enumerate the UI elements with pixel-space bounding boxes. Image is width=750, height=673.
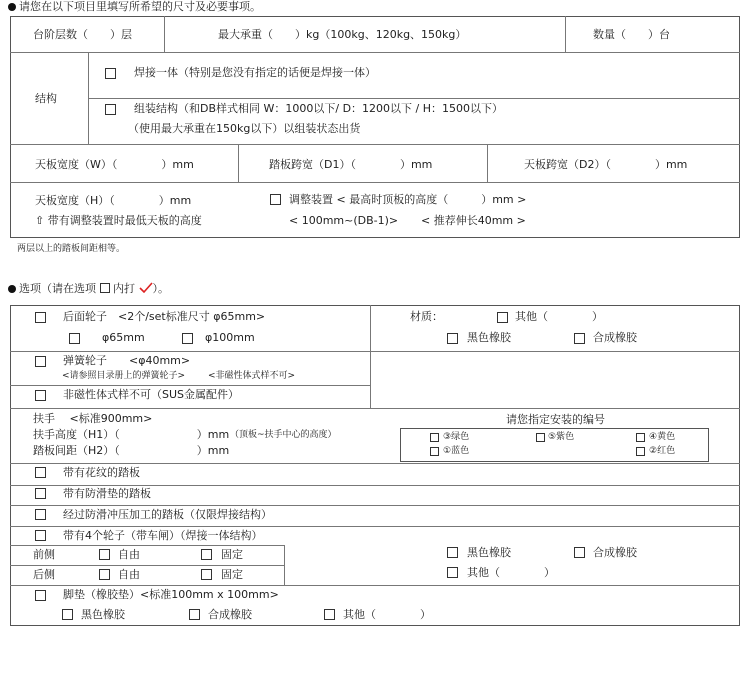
feet-black-rubber-label: 黑色橡胶 (81, 608, 125, 621)
section2-heading: 选项（请在选项 内打 ）。 (8, 282, 169, 295)
adjuster-note-2: < 推荐伸长40mm > (421, 214, 526, 227)
handrail-height-note: （顶板~扶手中心的高度） (230, 430, 337, 440)
spring-wheel-note-2: <非磁性体式样不可> (208, 371, 296, 381)
color-red-label: ②红色 (649, 446, 676, 456)
color-red-checkbox[interactable] (636, 447, 645, 456)
fw-other-checkbox[interactable] (447, 567, 458, 578)
assembled-option: 组装结构（和DB样式相同 W：1000以下/ D：1200以下 / H：1500以下） (134, 102, 504, 115)
step-pitch-field[interactable]: 踏板间距（H2）（ ）mm (33, 444, 230, 457)
front-free-checkbox[interactable] (99, 549, 110, 560)
structure-label: 结构 (35, 92, 57, 105)
pattern-step-checkbox[interactable] (35, 467, 46, 478)
material-label: 材质： (410, 310, 443, 323)
phi100-option: φ100mm (205, 331, 255, 344)
wheel-synth-rubber-option: 合成橡胶 (593, 331, 637, 344)
feet-synth-rubber-checkbox[interactable] (189, 609, 200, 620)
front-free-label: 自由 (118, 548, 140, 561)
nonmagnetic-label: 非磁性体式样不可（SUS金属配件） (63, 388, 240, 401)
wheel-black-rubber-option: 黑色橡胶 (467, 331, 511, 344)
max-load-field[interactable]: 最大承重（ ）kg（100kg、120kg、150kg） (218, 28, 467, 41)
color-green-checkbox[interactable] (430, 433, 439, 442)
spring-wheel-checkbox[interactable] (35, 356, 46, 367)
pattern-step-label: 带有花纹的踏板 (63, 466, 140, 479)
wheel-other-field[interactable]: 其他（ ） (515, 310, 603, 323)
fw-black-rubber-checkbox[interactable] (447, 547, 458, 558)
wheel-other-checkbox[interactable] (497, 312, 508, 323)
assembled-checkbox[interactable] (105, 104, 116, 115)
phi65-checkbox[interactable] (69, 333, 80, 344)
spring-wheel-label: 弹簧轮子 <φ40mm> (63, 354, 191, 367)
fw-black-rubber-label: 黑色橡胶 (467, 546, 511, 559)
fw-synth-rubber-checkbox[interactable] (574, 547, 585, 558)
antislip-step-checkbox[interactable] (35, 488, 46, 499)
handrail-label: 扶手 <标准900mm> (33, 412, 153, 425)
wheel-black-rubber-checkbox[interactable] (447, 333, 458, 344)
feet-synth-rubber-label: 合成橡胶 (208, 608, 252, 621)
antislip-step-label: 带有防滑垫的踏板 (63, 487, 151, 500)
rear-wheel-label: 后面轮子 <2个/set标准尺寸 φ65mm> (63, 310, 266, 323)
feet-other-field[interactable]: 其他（ ） (343, 608, 431, 621)
feet-black-rubber-checkbox[interactable] (62, 609, 73, 620)
phi65-option: φ65mm (102, 331, 145, 344)
fw-synth-rubber-label: 合成橡胶 (593, 546, 637, 559)
welded-option: 焊接一体（特别是您没有指定的话便是焊接一体） (134, 66, 376, 79)
phi100-checkbox[interactable] (182, 333, 193, 344)
quantity-field[interactable]: 数量（ ）台 (593, 28, 670, 41)
adjuster-checkbox[interactable] (270, 194, 281, 205)
color-title: 请您指定安装的编号 (506, 413, 605, 426)
color-yellow-label: ④黄色 (649, 432, 676, 442)
bullet-icon (8, 3, 16, 11)
fw-other-field[interactable]: 其他（ ） (467, 566, 555, 579)
adjuster-field[interactable]: 调整装置 < 最高时顶板的高度（ ）mm > (289, 193, 527, 206)
checkbox-sample-icon (100, 283, 110, 293)
section1-heading (8, 0, 261, 13)
front-side-label: 前侧 (33, 548, 55, 561)
height-h-note: ⇧ 带有调整装置时最低天板的高度 (35, 214, 202, 227)
height-h-field[interactable]: 天板宽度（H）（ ）mm (35, 194, 192, 207)
rear-wheel-checkbox[interactable] (35, 312, 46, 323)
four-wheels-checkbox[interactable] (35, 530, 46, 541)
checkmark-icon (139, 282, 153, 293)
handrail-height-field[interactable]: 扶手高度（H1）（ ）mm (33, 428, 230, 441)
front-fixed-label: 固定 (221, 548, 243, 561)
feet-other-checkbox[interactable] (324, 609, 335, 620)
rear-fixed-checkbox[interactable] (201, 569, 212, 580)
color-yellow-checkbox[interactable] (636, 433, 645, 442)
rear-side-label: 后侧 (33, 568, 55, 581)
adjuster-note-1: < 100mm~(DB-1)> (289, 214, 399, 227)
assembled-note: （使用最大承重在150kg以下）以组装状态出货 (128, 122, 361, 135)
rear-fixed-label: 固定 (221, 568, 243, 581)
color-purple-label: ⑤紫色 (548, 432, 575, 442)
feet-label: 脚垫（橡胶垫）<标准100mm x 100mm> (63, 588, 279, 601)
bullet-icon (8, 285, 16, 293)
depth-d1-field[interactable]: 踏板跨宽（D1）（ ）mm (269, 158, 433, 171)
spring-wheel-note-1: <请参照目录册上的弹簧轮子> (62, 371, 186, 381)
nonmagnetic-checkbox[interactable] (35, 390, 46, 401)
rear-free-checkbox[interactable] (99, 569, 110, 580)
color-blue-checkbox[interactable] (430, 447, 439, 456)
steps-field[interactable]: 台阶层数（ ）层 (33, 28, 132, 41)
width-w-field[interactable]: 天板宽度（W）（ ）mm (35, 158, 194, 171)
section1-heading-text: 请您在以下项目里填写所希望的尺寸及必要事项。 (19, 0, 261, 13)
depth-d2-field[interactable]: 天板跨宽（D2）（ ）mm (524, 158, 688, 171)
color-purple-checkbox[interactable] (536, 433, 545, 442)
front-fixed-checkbox[interactable] (201, 549, 212, 560)
color-green-label: ③绿色 (443, 432, 470, 442)
welded-checkbox[interactable] (105, 68, 116, 79)
rear-free-label: 自由 (118, 568, 140, 581)
color-blue-label: ①蓝色 (443, 446, 470, 456)
step-spacing-note: 两层以上的踏板间距相等。 (17, 244, 126, 254)
feet-checkbox[interactable] (35, 590, 46, 601)
punched-step-label: 经过防滑冲压加工的踏板（仅限焊接结构） (63, 508, 272, 521)
wheel-synth-rubber-checkbox[interactable] (574, 333, 585, 344)
four-wheels-label: 带有4个轮子（带车闸）（焊接一体结构） (63, 529, 263, 542)
punched-step-checkbox[interactable] (35, 509, 46, 520)
